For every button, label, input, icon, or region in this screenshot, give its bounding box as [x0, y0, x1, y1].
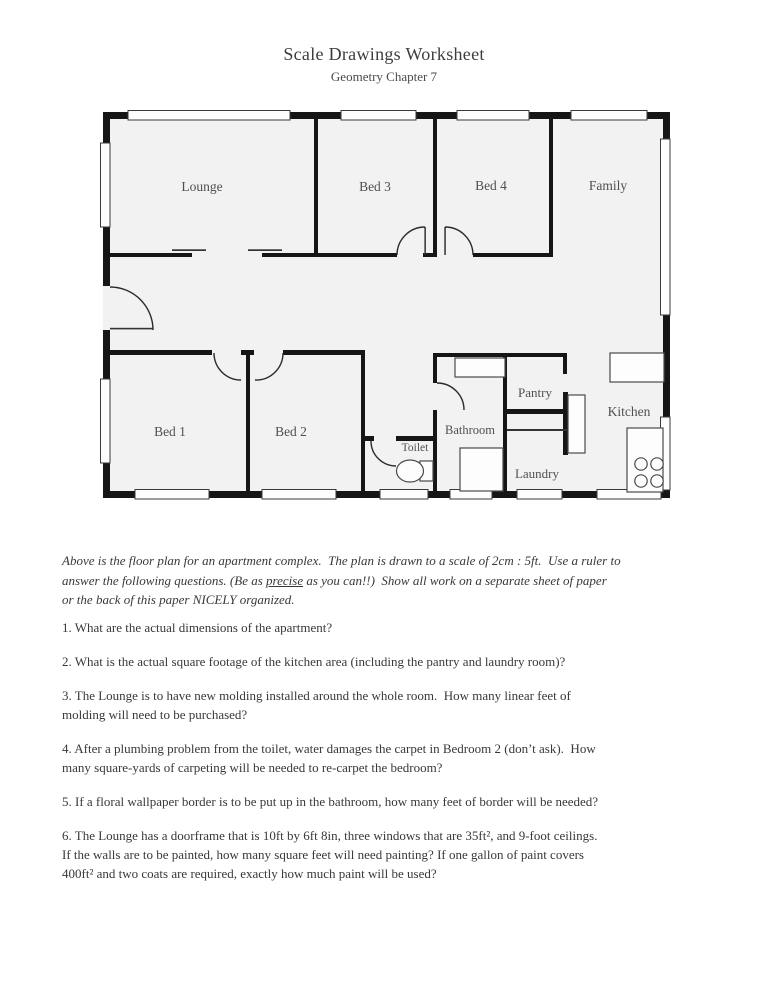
window	[517, 490, 562, 500]
stove-burner	[635, 475, 647, 487]
wall-bed3-bed4	[433, 119, 437, 257]
room-label-bed3: Bed 3	[359, 179, 391, 194]
intro-paragraph	[62, 551, 621, 610]
room-label-lounge: Lounge	[181, 179, 223, 194]
questions-list	[62, 618, 598, 898]
underlined-word: precise	[266, 572, 304, 588]
room-label-bed2: Bed 2	[275, 424, 307, 439]
laundry-counter-line	[507, 429, 567, 431]
window	[380, 490, 428, 500]
room-label-bed4: Bed 4	[475, 178, 507, 193]
question-6: 6. The Lounge has a doorframe that is 10ft by 6ft 8in, three windows that are 35ft², and 9-foot ceilings. If the walls are to be painted, how many square feet will need painting? If one gallon of paint covers 400ft² and two coats are required, exactly how much paint will be used?	[62, 828, 598, 881]
window	[341, 111, 416, 121]
room-label-family: Family	[588, 178, 628, 193]
wall-bed4-south	[473, 253, 553, 257]
page-subtitle: Geometry Chapter 7	[330, 69, 438, 84]
wall-toilet-north	[396, 436, 433, 441]
wall-laundry-east-block	[563, 392, 568, 455]
wall-lounge-bed3	[314, 119, 318, 257]
room-label-toilet: Toilet	[401, 442, 429, 454]
room-label-kitchen: Kitchen	[607, 404, 651, 419]
window	[571, 111, 647, 121]
bathroom-shower	[460, 448, 503, 491]
wall-lounge-south-b	[262, 253, 318, 257]
question-4: 4. After a plumbing problem from the toilet, water damages the carpet in Bedroom 2 (don’t ask). How many square-yards of carpeting will be needed to re-carpet the bedroom?	[62, 741, 596, 775]
pocket-door-panel-right	[248, 249, 282, 251]
intro-line-3: or the back of this paper NICELY organized.	[62, 592, 295, 607]
toilet-bowl	[397, 460, 424, 482]
stove-burner	[651, 458, 663, 470]
window	[135, 490, 209, 500]
wall-bed2-north	[283, 350, 365, 355]
wall-lounge-south-a	[110, 253, 192, 257]
wall-bathroom-west-upper	[433, 353, 437, 383]
bed3-door-leaf	[424, 227, 426, 255]
intro-line-2	[62, 571, 621, 591]
wall-bathroom-west-lower	[433, 410, 437, 491]
window	[128, 111, 290, 121]
wall-bed4-family	[549, 119, 553, 257]
intro-line-2-post: as you can!!) Show all work on a separate sheet of paper	[303, 572, 607, 588]
wall-stub-bed1-bed2	[241, 350, 254, 355]
wall-bathroom-pantry-north	[433, 353, 567, 357]
wall-bed3-south	[318, 253, 397, 257]
intro-line-2-pre: answer the following questions. (Be as	[62, 572, 267, 588]
wall-bed1-bed2	[246, 355, 250, 491]
question-1: 1. What are the actual dimensions of the apartment?	[62, 620, 333, 635]
wall-pantry-south	[505, 409, 567, 414]
entry-door-leaf	[110, 328, 153, 330]
window	[457, 111, 529, 121]
room-label-laundry: Laundry	[514, 466, 560, 481]
room-label-bed1: Bed 1	[154, 424, 186, 439]
room-label-bathroom: Bathroom	[445, 423, 495, 437]
question-2: 2. What is the actual square footage of the kitchen area (including the pantry and laundry room)?	[62, 654, 566, 669]
wall-toilet-stub	[361, 436, 374, 441]
pocket-door-panel-left	[172, 249, 206, 251]
bed4-door-leaf	[444, 227, 446, 255]
room-label-pantry: Pantry	[518, 385, 552, 400]
laundry-door-panel	[568, 395, 585, 453]
question-5: 5. If a floral wallpaper border is to be put up in the bathroom, how many feet of border will be needed?	[62, 794, 599, 809]
window	[101, 379, 111, 463]
wall-bed1-north	[110, 350, 212, 355]
wall-pantry-stub	[563, 353, 567, 374]
window	[661, 139, 671, 315]
intro-line-1: Above is the floor plan for an apartment complex. The plan is drawn to a scale of 2cm : 5ft. Use a ruler to	[62, 553, 621, 568]
stove-burner	[635, 458, 647, 470]
window	[262, 490, 336, 500]
window	[101, 143, 111, 227]
stove-burner	[651, 475, 663, 487]
kitchen-counter	[610, 353, 664, 382]
wall-bed2-east	[361, 350, 365, 491]
bathroom-vanity	[455, 358, 505, 377]
page-title: Scale Drawings Worksheet	[283, 44, 485, 64]
question-3: 3. The Lounge is to have new molding installed around the whole room. How many linear feet of molding will need to be purchased?	[62, 688, 571, 722]
